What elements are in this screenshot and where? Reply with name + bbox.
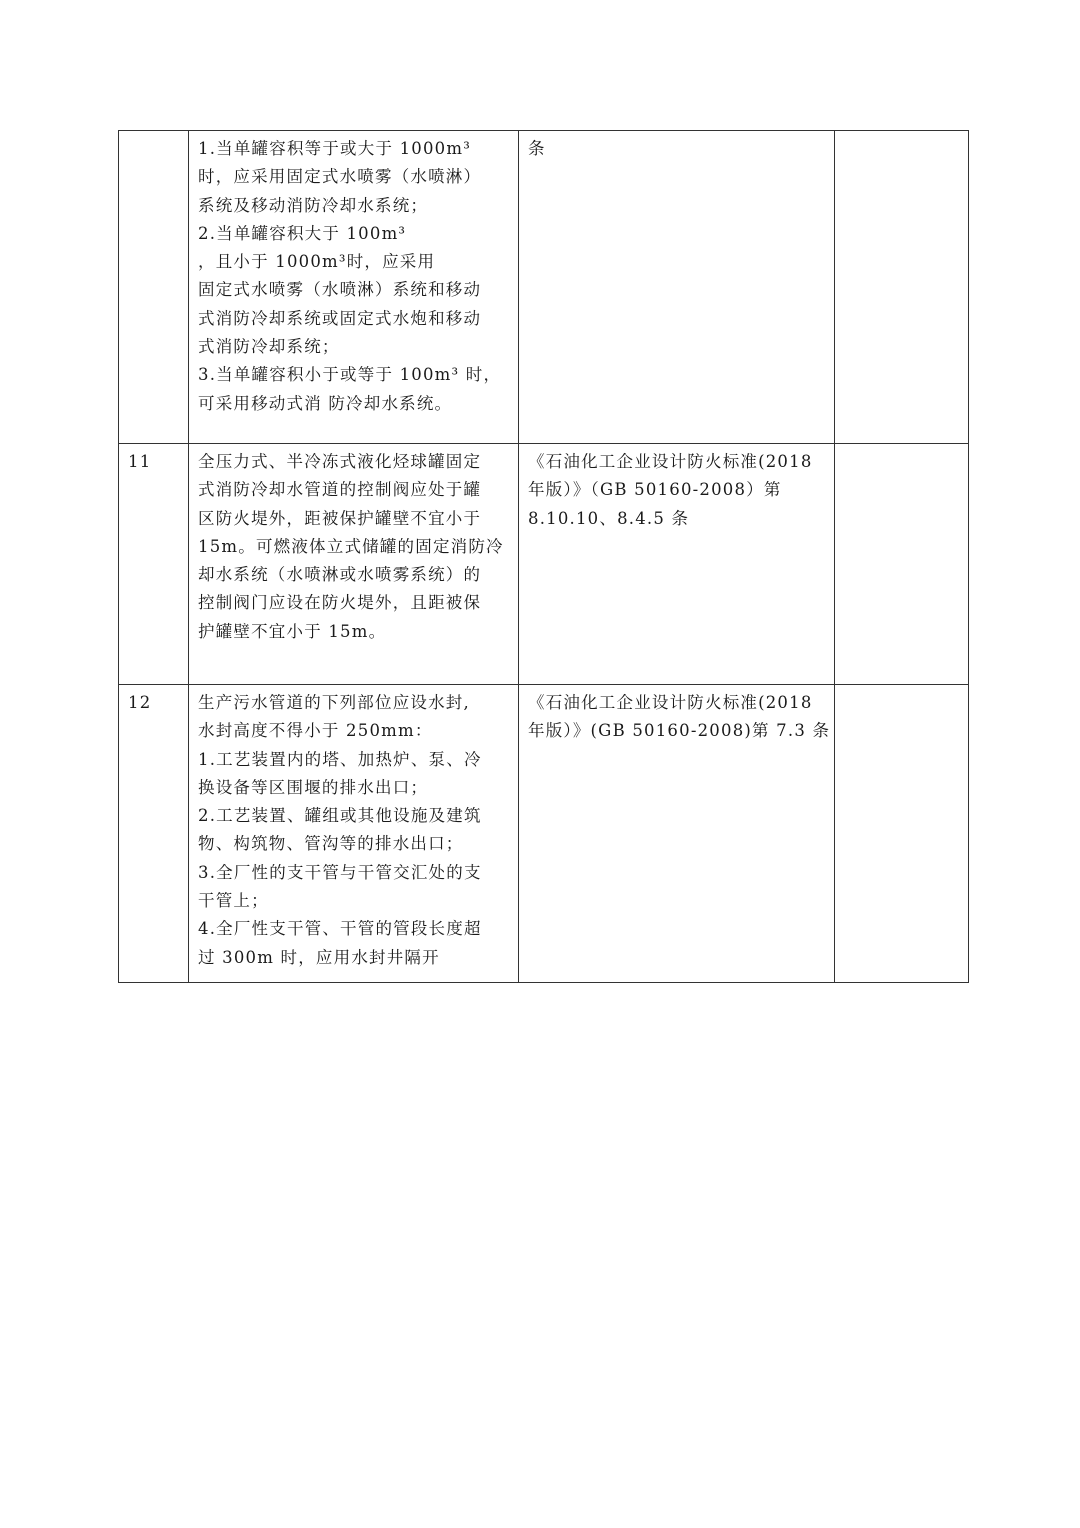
- row-number-cell: [119, 444, 189, 685]
- reference-line: 条: [528, 139, 546, 158]
- requirement-cell: [189, 444, 519, 685]
- requirement-line: 换设备等区围堰的排水出口；: [198, 777, 429, 797]
- requirement-line: 可采用移动式消 防冷却水系统。: [198, 393, 453, 413]
- requirement-line: 水封高度不得小于 250mm：: [198, 721, 433, 741]
- requirement-line: 15m。可燃液体立式储罐的固定消防冷: [198, 536, 504, 556]
- reference-line: 8.10.10、8.4.5 条: [528, 508, 690, 528]
- table-row: [119, 444, 969, 685]
- requirement-line: 1.工艺装置内的塔、加热炉、泵、冷: [198, 749, 482, 769]
- reference-line: 《石油化工企业设计防火标准(2018: [528, 693, 813, 712]
- requirement-line: 物、构筑物、管沟等的排水出口；: [198, 834, 464, 854]
- requirement-line: 控制阀门应设在防火堤外，且距被保: [198, 593, 482, 613]
- requirement-line: 系统及移动消防冷却水系统；: [198, 195, 429, 215]
- row-number: 12: [128, 693, 152, 712]
- row-number: 11: [128, 452, 152, 471]
- reference-line: 年版）》(GB 50160-2008)第 7.3 条: [528, 721, 831, 741]
- requirement-cell: [189, 131, 519, 444]
- requirement-line: 式消防冷却系统或固定式水炮和移动: [198, 308, 482, 328]
- requirement-line: 区防火堤外，距被保护罐壁不宜小于: [198, 508, 482, 528]
- requirement-line: 生产污水管道的下列部位应设水封,: [198, 693, 470, 712]
- requirement-line: 4.全厂性支干管、干管的管段长度超: [198, 919, 482, 939]
- reference-cell: [519, 131, 835, 444]
- requirement-line: 护罐壁不宜小于 15m。: [198, 621, 387, 641]
- reference-line: 《石油化工企业设计防火标准(2018: [528, 452, 813, 471]
- row-number-cell: [119, 685, 189, 983]
- requirement-line: 2.工艺装置、罐组或其他设施及建筑: [198, 806, 482, 826]
- note-cell: [835, 131, 969, 444]
- requirement-line: 3.当单罐容积小于或等于 100m³ 时，: [198, 365, 502, 385]
- requirement-cell: [189, 685, 519, 983]
- requirement-line: 干管上；: [198, 891, 269, 911]
- row-number-cell: [119, 131, 189, 444]
- requirement-line: 固定式水喷雾（水喷淋）系统和移动: [198, 280, 482, 300]
- reference-line: 年版）》（GB 50160-2008）第: [528, 480, 782, 500]
- requirement-line: 时，应采用固定式水喷雾（水喷淋）: [198, 167, 482, 187]
- note-cell: [835, 444, 969, 685]
- reference-cell: [519, 444, 835, 685]
- requirement-line: 式消防冷却系统；: [198, 337, 340, 357]
- requirement-line: 1.当单罐容积等于或大于 1000m³: [198, 139, 472, 158]
- requirement-line: 过 300m 时，应用水封井隔开: [198, 947, 440, 967]
- table-row: [119, 685, 969, 983]
- requirement-line: 全压力式、半冷冻式液化烃球罐固定: [198, 452, 482, 471]
- table-row: [119, 131, 969, 444]
- requirement-line: 却水系统（水喷淋或水喷雾系统）的: [198, 565, 482, 585]
- reference-cell: [519, 685, 835, 983]
- requirement-line: ，且小于 1000m³时，应采用: [198, 252, 436, 272]
- note-cell: [835, 685, 969, 983]
- regulation-table: [118, 130, 969, 983]
- requirement-line: 3.全厂性的支干管与干管交汇处的支: [198, 862, 482, 882]
- requirement-line: 式消防冷却水管道的控制阀应处于罐: [198, 480, 482, 500]
- requirement-line: 2.当单罐容积大于 100m³: [198, 223, 407, 243]
